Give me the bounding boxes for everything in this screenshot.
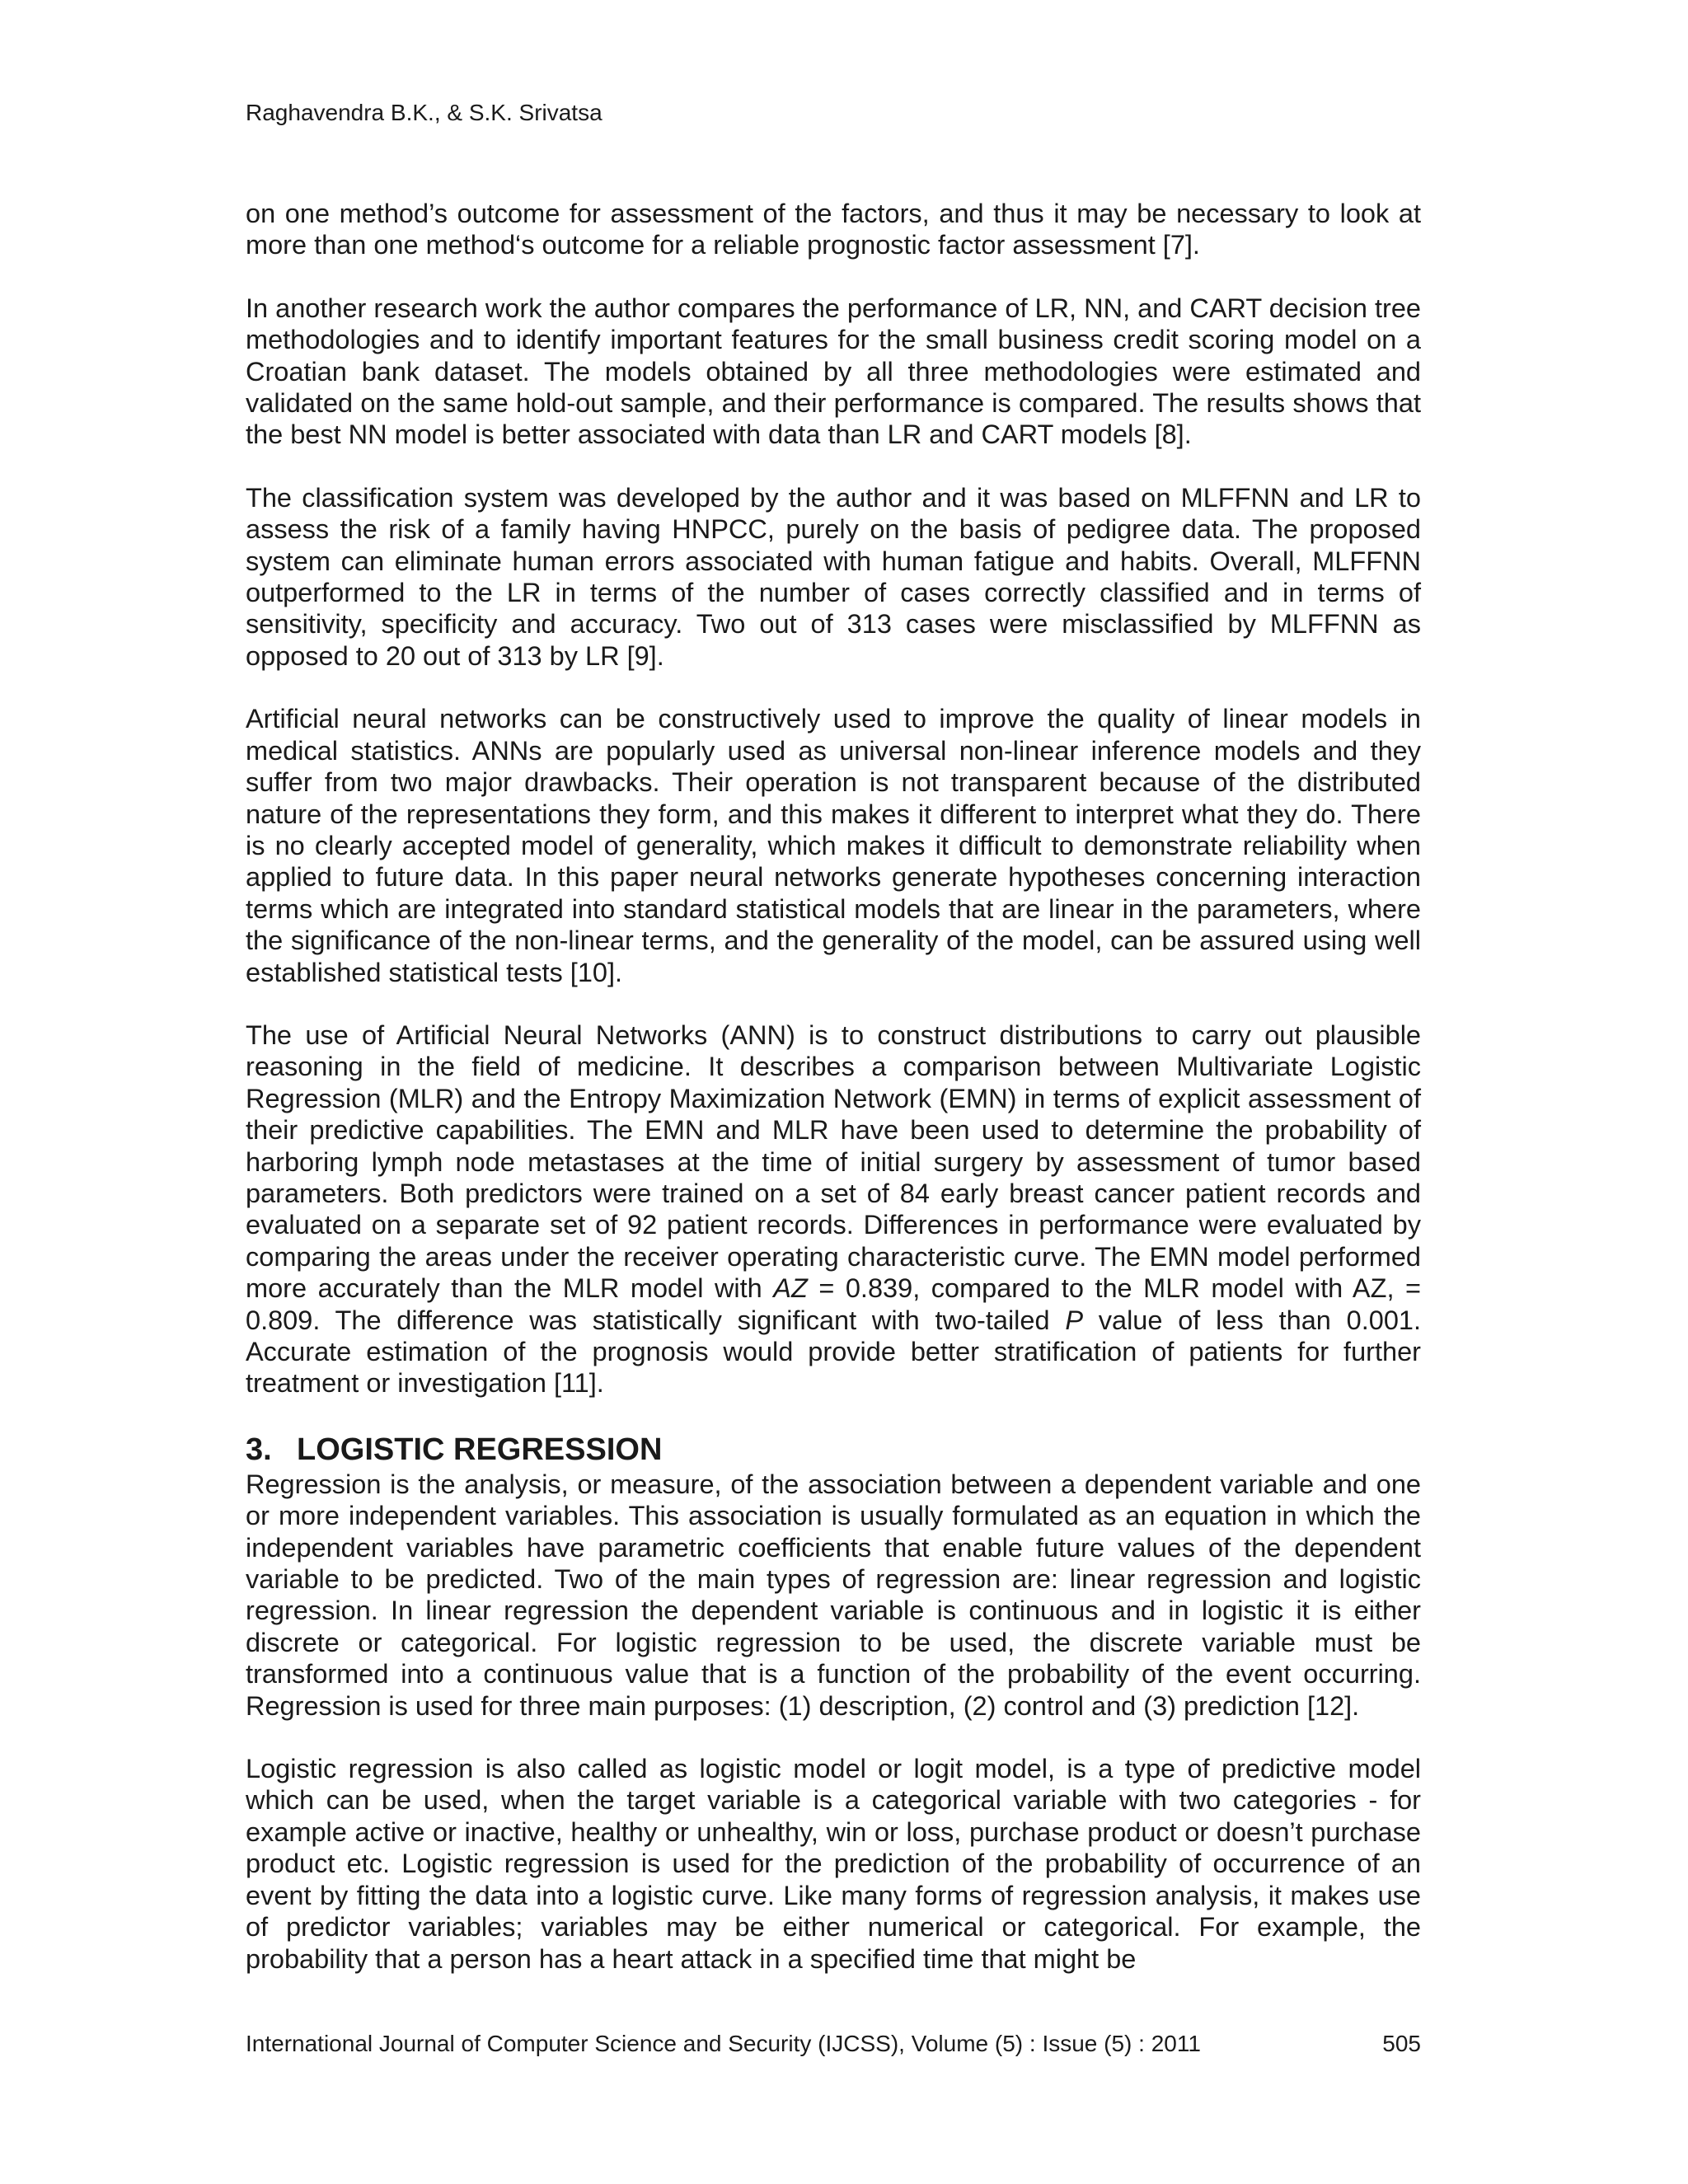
paragraph-credit-scoring: In another research work the author compares the performance of LR, NN, and CART decision tree methodologies and to identify important features for the small business credit scoring model on a Croatian bank dataset. The models obtained by all three methodologies were estimated and validated on the same hold-out sample, and their performance is compared. The results shows that the best NN model is better associated with data than LR and CART models [8]. [246, 293, 1421, 450]
emn-text-part1: The use of Artificial Neural Networks (ANN) is to construct distributions to carry out plausible reasoning in the field of medicine. It describes a comparison between Multivariate Logistic Regression (MLR) and the Entropy Maximization Network (EMN) in terms of explicit assessment of their predictive capabilities. The EMN and MLR have been used to determine the probability of harboring lymph node metastases at the time of initial surgery by assessment of tumor based parameters. Both predictors were trained on a set of 84 early breast cancer patient records and evaluated on a separate set of 92 patient records. Differences in performance were evaluated by comparing the areas under the receiver operating characteristic curve. The EMN model performed more accurately than the MLR model with [246, 1019, 1421, 1304]
emn-text-part3: value of less than 0.001. Accurate estimation of the prognosis would provide better stratification of patients for further treatment or investigation [11]. [246, 1305, 1421, 1399]
paragraph-logistic-model: Logistic regression is also called as logistic model or logit model, is a type of predictive model which can be used, when the target variable is a categorical variable with two categories - for example active or inactive, healthy or unhealthy, win or loss, purchase product or doesn’t purchase product etc. Logistic regression is used for the prediction of the probability of occurrence of an event by fitting the data into a logistic curve. Like many forms of regression analysis, it makes use of predictor variables; variables may be either numerical or categorical. For example, the probability that a person has a heart attack in a specified time that might be [246, 1754, 1421, 1974]
section-title: LOGISTIC REGRESSION [297, 1432, 663, 1467]
body-text [246, 198, 1421, 2006]
paragraph-continuation: on one method’s outcome for assessment of the factors, and thus it may be necessary to look at more than one method‘s outcome for a reliable prognostic factor assessment [7]. [246, 199, 1421, 260]
section-heading [246, 1431, 1421, 1469]
emn-text-part2: = 0.839, compared to the MLR model with AZ, = 0.809. The difference was statistically significant with two-tailed [246, 1273, 1421, 1335]
paragraph-hnpcc: The classification system was developed by the author and it was based on MLFFNN and LR to assess the risk of a family having HNPCC, purely on the basis of pedigree data. The proposed system can eliminate human errors associated with human fatigue and habits. Overall, MLFFNN outperformed to the LR in terms of the number of cases correctly classified and in terms of sensitivity, specificity and accuracy. Two out of 313 cases were misclassified by MLFFNN as opposed to 20 out of 313 by LR [9]. [246, 482, 1421, 671]
running-head-authors: Raghavendra B.K., & S.K. Srivatsa [246, 100, 603, 125]
p-italic: P [1065, 1305, 1083, 1335]
footer-page-number: 505 [1382, 2031, 1421, 2056]
paragraph-regression-definition: Regression is the analysis, or measure, of the association between a dependent variable and one or more independent variables. This association is usually formulated as an equation in which the independent variables have parametric coefficients that enable future values of the dependent variable to be predicted. Two of the main types of regression are: linear regression and logistic regression. In linear regression the dependent variable is continuous and in logistic it is either discrete or categorical. For logistic regression to be used, the discrete variable must be transformed into a continuous value that is a function of the probability of the event occurring. Regression is used for three main purposes: (1) description, (2) control and (3) prediction [12]. [246, 1469, 1421, 1721]
footer-journal: International Journal of Computer Science and Security (IJCSS), Volume (5) : Issue (5) : 2011 [246, 2031, 1201, 2056]
section-number: 3. [246, 1432, 272, 1467]
paragraph-ann-statistics: Artificial neural networks can be constructively used to improve the quality of linear models in medical statistics. ANNs are popularly used as universal non-linear inference models and they suffer from two major drawbacks. Their operation is not transparent because of the distributed nature of the representations they form, and this makes it different to interpret what they do. There is no clearly accepted model of generality, which makes it difficult to demonstrate reliability when applied to future data. In this paper neural networks generate hypotheses concerning interaction terms which are integrated into standard statistical models that are linear in the parameters, where the significance of the non-linear terms, and the generality of the model, can be assured using well established statistical tests [10]. [246, 704, 1421, 987]
az-italic: AZ [773, 1273, 808, 1304]
paragraph-emn-mlr [246, 1019, 1421, 1399]
